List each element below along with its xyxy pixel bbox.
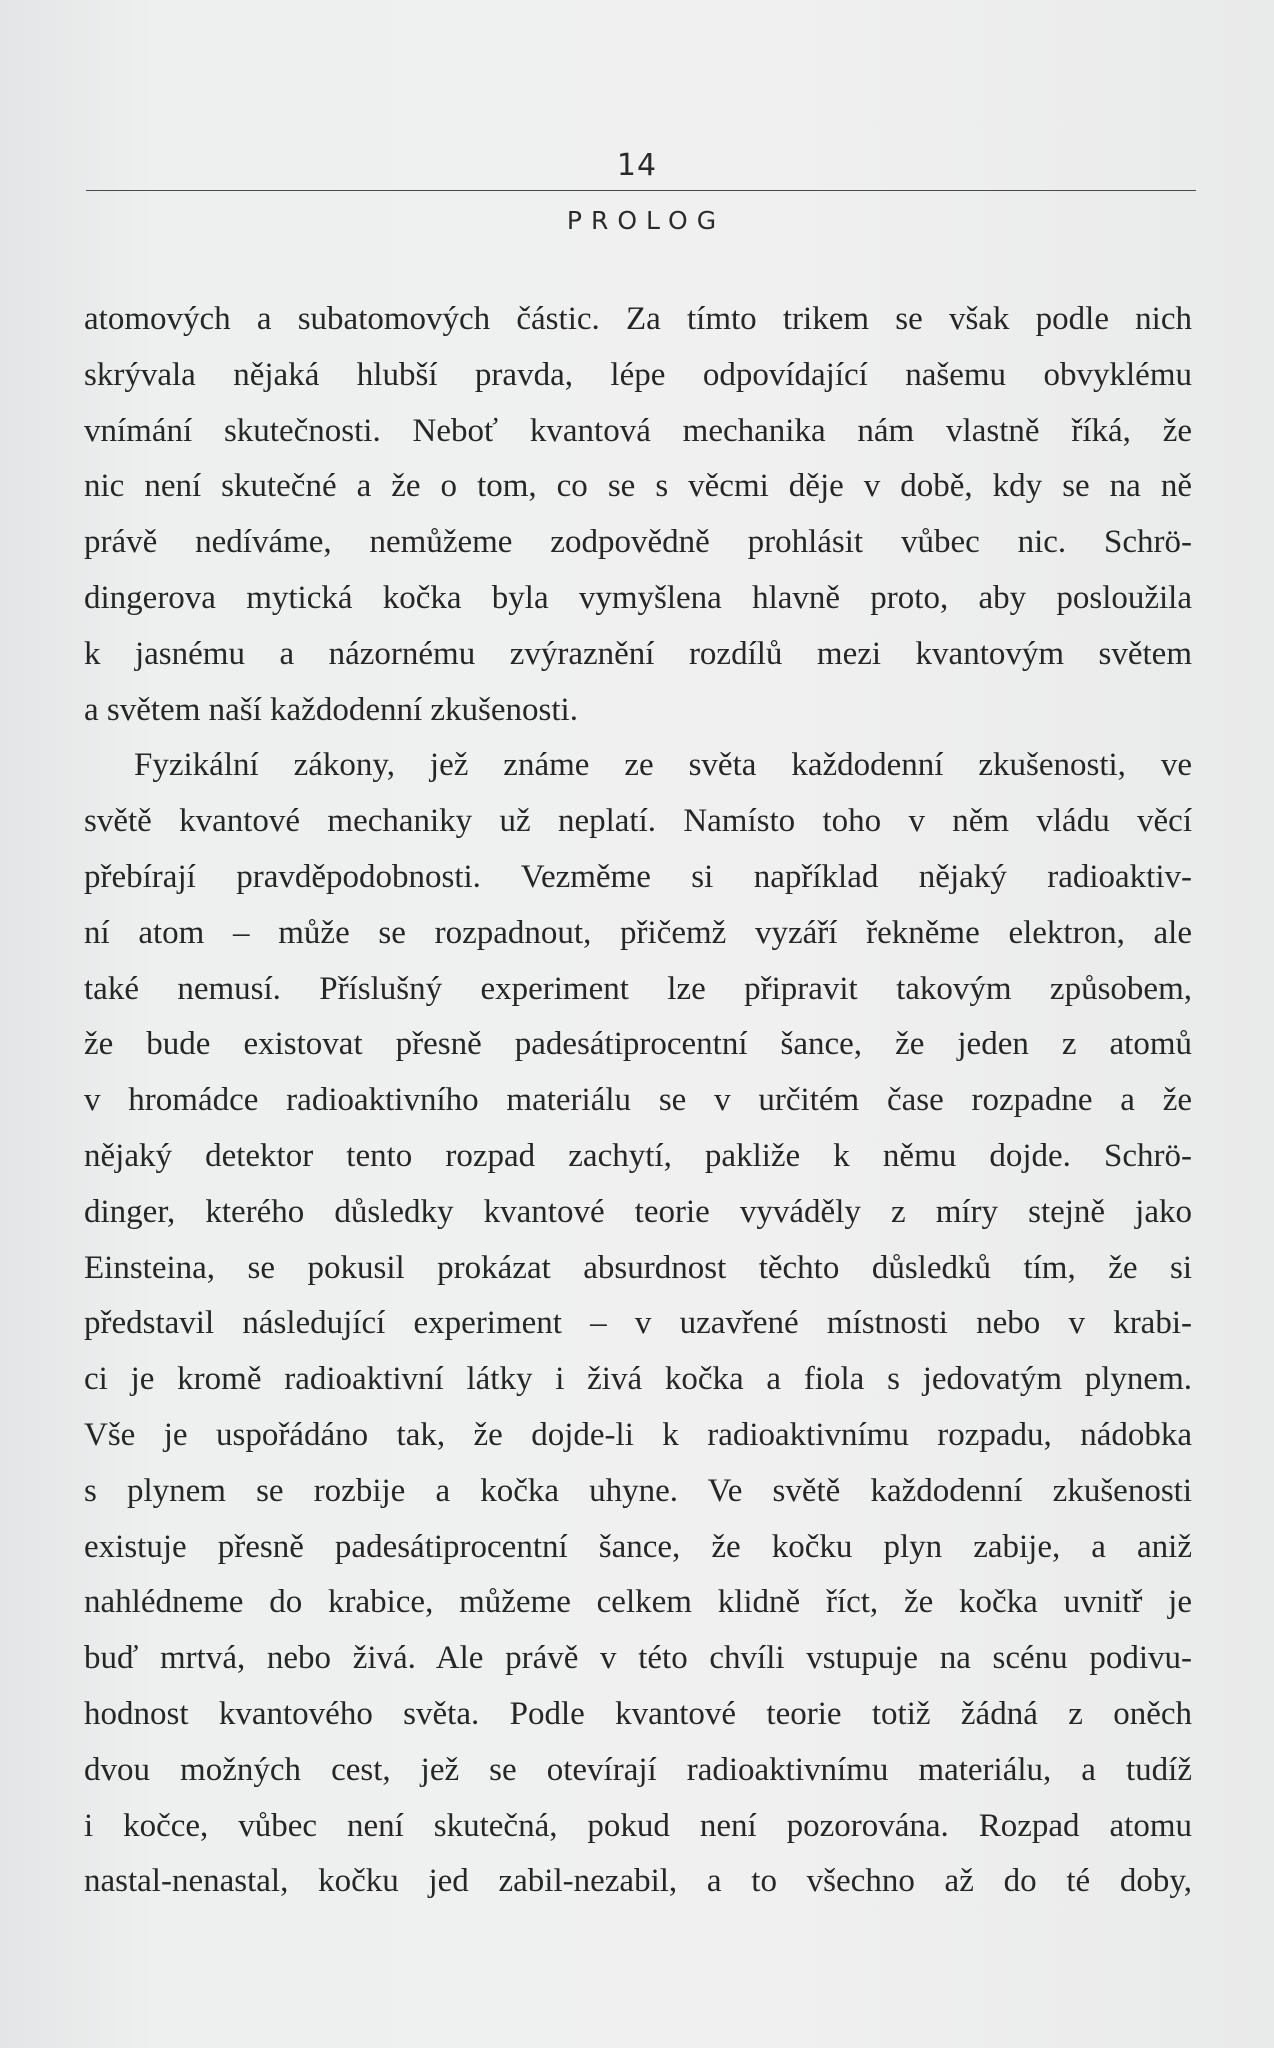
text-line: k jasnému a názornému zvýraznění rozdílů mezi kvantovým světem bbox=[84, 635, 1192, 672]
text-line: skrývala nějaká hlubší pravda, lépe odpovídající našemu obvyklému bbox=[84, 356, 1192, 393]
text-line: v hromádce radioaktivního materiálu se v určitém čase rozpadne a že bbox=[84, 1082, 1192, 1119]
text-line: přebírají pravděpodobnosti. Vezměme si například nějaký radioaktiv- bbox=[84, 858, 1192, 895]
text-line: atomových a subatomových částic. Za tímto trikem se však podle nich bbox=[84, 301, 1192, 337]
page-number: 14 bbox=[616, 148, 658, 183]
paragraph-first-line: Fyzikální zákony, jež známe ze světa každodenní zkušenosti, ve bbox=[134, 747, 1192, 784]
text-line: že bude existovat přesně padesátiprocentní šance, že jeden z atomů bbox=[84, 1026, 1192, 1063]
text-line: dvou možných cest, jež se otevírají radioaktivnímu materiálu, a tudíž bbox=[84, 1751, 1192, 1788]
text-line: i kočce, vůbec není skutečná, pokud není pozorována. Rozpad atomu bbox=[84, 1807, 1192, 1844]
text-line: existuje přesně padesátiprocentní šance, že kočku plyn zabije, a aniž bbox=[84, 1528, 1192, 1565]
text-line: také nemusí. Příslušný experiment lze připravit takovým způsobem, bbox=[84, 970, 1192, 1007]
text-line: nějaký detektor tento rozpad zachytí, pakliže k němu dojde. Schrö- bbox=[84, 1137, 1192, 1174]
text-line: hodnost kvantového světa. Podle kvantové teorie totiž žádná z oněch bbox=[84, 1695, 1192, 1732]
text-line: nic není skutečné a že o tom, co se s věcmi děje v době, kdy se na ně bbox=[84, 468, 1192, 505]
text-line: ci je kromě radioaktivní látky i živá kočka a fiola s jedovatým plynem. bbox=[84, 1361, 1192, 1398]
text-line: nahlédneme do krabice, můžeme celkem klidně říct, že kočka uvnitř je bbox=[84, 1584, 1192, 1621]
text-line: dinger, kterého důsledky kvantové teorie vyváděly z míry stejně jako bbox=[84, 1193, 1192, 1230]
text-line: ní atom – může se rozpadnout, přičemž vyzáří řekněme elektron, ale bbox=[84, 914, 1192, 951]
header-rule bbox=[86, 190, 1196, 191]
text-line: představil následující experiment – v uzavřené místnosti nebo v krabi- bbox=[84, 1305, 1192, 1342]
text-line: vnímání skutečnosti. Neboť kvantová mechanika nám vlastně říká, že bbox=[84, 412, 1192, 449]
text-line: s plynem se rozbije a kočka uhyne. Ve světě každodenní zkušenosti bbox=[84, 1472, 1192, 1509]
text-line: nastal-nenastal, kočku jed zabil-nezabil, a to všechno až do té doby, bbox=[84, 1863, 1192, 1900]
text-line: světě kvantové mechaniky už neplatí. Namísto toho v něm vládu věcí bbox=[84, 803, 1192, 840]
running-head: PROLOG bbox=[566, 206, 726, 235]
body-text bbox=[84, 292, 1192, 1910]
text-line: Einsteina, se pokusil prokázat absurdnost těchto důsledků tím, že si bbox=[84, 1249, 1192, 1286]
text-line: buď mrtvá, nebo živá. Ale právě v této chvíli vstupuje na scénu podivu- bbox=[84, 1640, 1192, 1677]
text-line: dingerova mytická kočka byla vymyšlena hlavně proto, aby posloužila bbox=[84, 579, 1192, 616]
text-line: a světem naší každodenní zkušenosti. bbox=[84, 691, 578, 728]
text-line: Vše je uspořádáno tak, že dojde-li k radioaktivnímu rozpadu, nádobka bbox=[84, 1416, 1192, 1453]
text-line: právě nedíváme, nemůžeme zodpovědně prohlásit vůbec nic. Schrö- bbox=[84, 524, 1192, 561]
